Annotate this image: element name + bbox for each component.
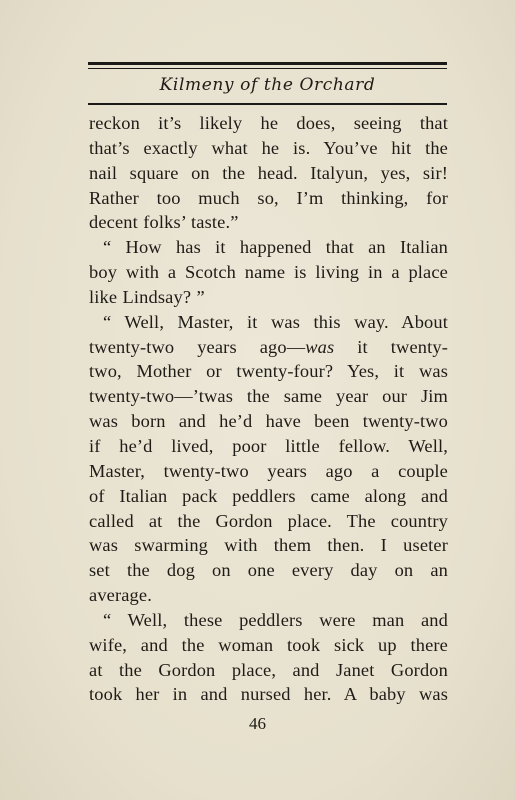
text-line: that’s exactly what he is. You’ve hit the [89,137,448,158]
text-line: “ How has it happened that an Italian [103,237,448,258]
text-line: twenty-two years ago—was it twenty- [89,336,448,357]
text-line: two, Mother or twenty-four? Yes, it was [89,361,448,382]
header-rule-bottom [88,103,447,105]
text-line: of Italian pack peddlers came along and [89,485,448,506]
text-line: boy with a Scotch name is living in a place [89,262,448,283]
text-line: nail square on the head. Italyun, yes, sir! [89,162,448,183]
text-line: “ Well, these peddlers were man and [103,609,448,630]
text-line: wife, and the woman took sick up there [89,634,448,655]
text-line: if he’d lived, poor little fellow. Well, [89,435,448,456]
text-line: took her in and nursed her. A baby was [89,684,448,705]
text-line: at the Gordon place, and Janet Gordon [89,659,448,680]
text-line: like Lindsay? ” [89,286,205,307]
text-line: twenty-two—’twas the same year our Jim [89,386,448,407]
text-line: called at the Gordon place. The country [89,510,448,531]
text-line: “ Well, Master, it was this way. About [103,311,448,332]
text-line: set the dog on one every day on an [89,560,448,581]
text-line: decent folks’ taste.” [89,212,239,233]
running-title: Kilmeny of the Orchard [159,75,376,95]
text-line: average. [89,585,152,606]
body-text [89,111,448,707]
text-line: Rather too much so, I’m thinking, for [89,187,448,208]
text-line: was born and he’d have been twenty-two [89,411,448,432]
text-line: was swarming with them then. I useter [89,535,448,556]
header-rule-thick [88,62,447,65]
page-number: 46 [249,714,266,733]
header-rule-thin [88,68,447,69]
text-line: Master, twenty-two years ago a couple [89,460,448,481]
text-line: reckon it’s likely he does, seeing that [89,113,448,133]
